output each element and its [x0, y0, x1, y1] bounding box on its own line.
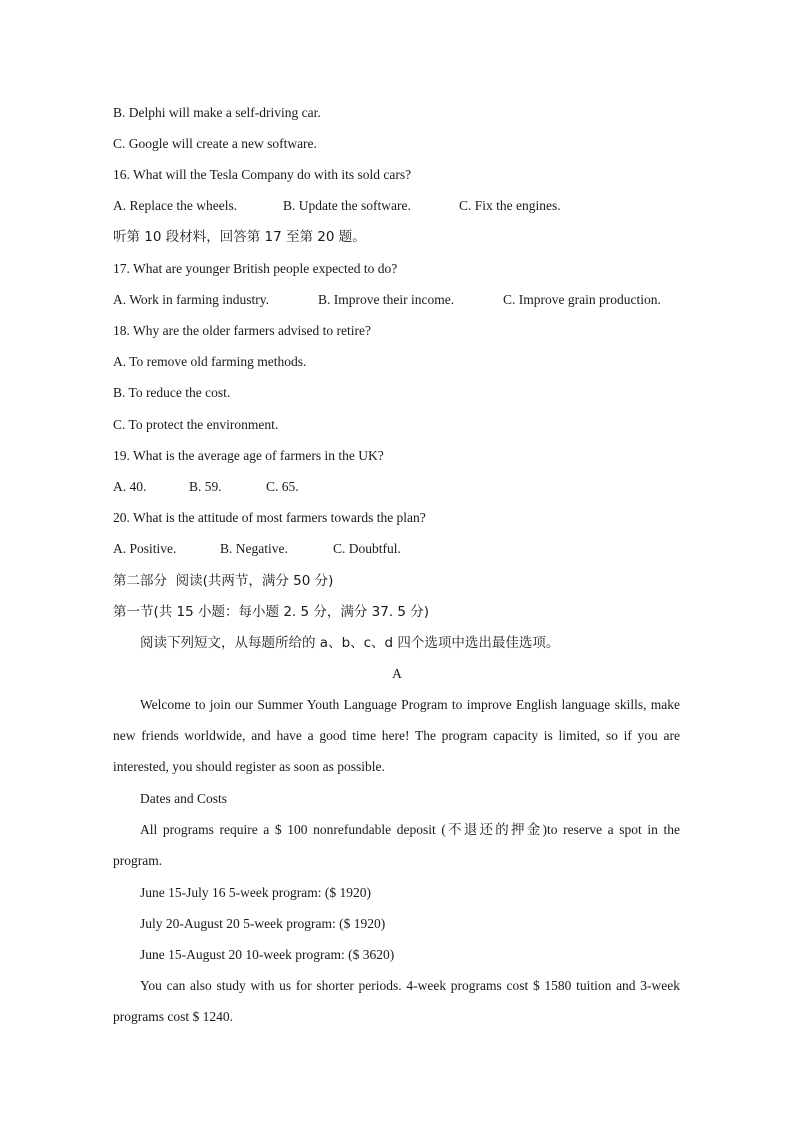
question-18-option-c: C. To protect the environment. — [113, 417, 279, 432]
shorter-periods-paragraph: You can also study with us for shorter periods. 4-week programs cost $ 1580 tuition and 3-week programs cost $ 1240. — [113, 978, 680, 1024]
question-20: 20. What is the attitude of most farmers towards the plan? — [113, 510, 426, 525]
question-18: 18. Why are the older farmers advised to retire? — [113, 323, 372, 338]
part-2-title: 第二部分 阅读(共两节，满分 50 分) — [113, 573, 334, 589]
option-c: C. Fix the engines. — [459, 198, 561, 213]
option-b: B. Negative. — [220, 541, 288, 556]
question-20-options — [113, 540, 401, 558]
option-line: B. Delphi will make a self-driving car. — [113, 105, 321, 120]
deposit-paragraph: All programs require a $ 100 nonrefundable deposit (不退还的押金)to reserve a spot in the program. — [113, 822, 680, 868]
section-10-instruction: 听第 10 段材料，回答第 17 至第 20 题。 — [113, 229, 366, 245]
option-b: B. 59. — [189, 479, 222, 494]
option-a: A. 40. — [113, 479, 147, 494]
question-18-option-b: B. To reduce the cost. — [113, 385, 231, 400]
option-b: B. Update the software. — [283, 198, 411, 213]
question-19: 19. What is the average age of farmers in the UK? — [113, 448, 384, 463]
option-a: A. Work in farming industry. — [113, 292, 270, 307]
option-b: B. Improve their income. — [318, 292, 455, 307]
option-c: C. Doubtful. — [333, 541, 401, 556]
option-c: C. 65. — [266, 479, 299, 494]
option-line: C. Google will create a new software. — [113, 136, 317, 151]
reading-instruction: 阅读下列短文，从每题所给的 a、b、c、d 四个选项中选出最佳选项。 — [140, 635, 560, 651]
program-item: June 15-August 20 10-week program: ($ 3620) — [140, 947, 395, 962]
program-item: July 20-August 20 5-week program: ($ 1920) — [140, 916, 386, 931]
question-19-options — [113, 478, 299, 496]
program-item: June 15-July 16 5-week program: ($ 1920) — [140, 885, 371, 900]
question-16: 16. What will the Tesla Company do with its sold cars? — [113, 167, 412, 182]
option-a: A. Replace the wheels. — [113, 198, 238, 213]
option-c: C. Improve grain production. — [503, 292, 661, 307]
question-18-option-a: A. To remove old farming methods. — [113, 354, 307, 369]
section-1-title: 第一节(共 15 小题：每小题 2. 5 分，满分 37. 5 分) — [113, 604, 430, 620]
option-a: A. Positive. — [113, 541, 177, 556]
question-17-options — [113, 291, 661, 309]
dates-heading: Dates and Costs — [140, 791, 227, 806]
question-17: 17. What are younger British people expected to do? — [113, 261, 398, 276]
passage-intro: Welcome to join our Summer Youth Language Program to improve English language skills, make new friends worldwide, and have a good time here! The program capacity is limited, so if you are interested, you should register as soon as possible. — [113, 697, 680, 774]
passage-label: A — [392, 666, 402, 681]
question-16-options — [113, 197, 561, 215]
